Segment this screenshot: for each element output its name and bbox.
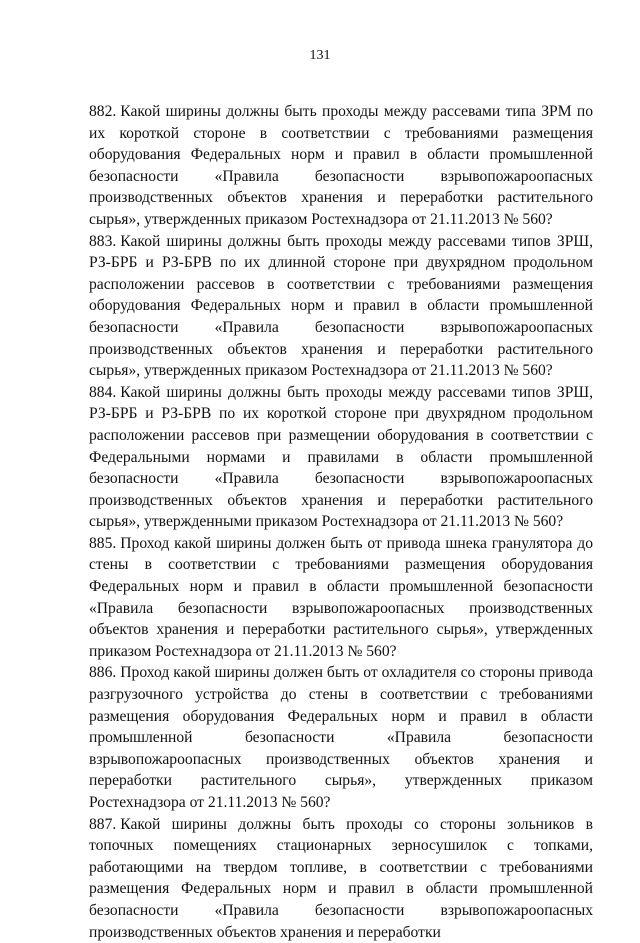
- question-887: [89, 814, 593, 943]
- question-number: 884.: [89, 383, 117, 401]
- question-886: [89, 662, 593, 813]
- question-number: 886.: [89, 664, 117, 682]
- question-text: Какой ширины должны быть проходы между рассевами типа ЗРМ по их короткой стороне в соответствии с требованиями размещения оборудования Федеральных норм и правил в области промышленной безопасности «Правила безопасности взрывопожароопасных производственных объектов хранения и переработки растительного сырья», утвержденных приказом Ростехнадзора от 21.11.2013 № 560?: [89, 103, 593, 228]
- question-text: Проход какой ширины должен быть от охладителя со стороны привода разгрузочного устройства до стены в соответствии с требованиями размещения оборудования Федеральных норм и правил в области промышленной безопасности «Правила безопасности взрывопожароопасных производственных объектов хранения и переработки растительного сырья», утвержденных приказом Ростехнадзора от 21.11.2013 № 560?: [89, 664, 593, 811]
- document-body: [89, 101, 593, 943]
- question-number: 887.: [89, 815, 117, 833]
- question-number: 883.: [89, 232, 117, 250]
- question-number: 882.: [89, 103, 117, 120]
- question-text: Какой ширины должны быть проходы со стороны зольников в топочных помещениях стационарных зерносушилок с топками, работающими на твердом топливе, в соответствии с требованиями размещения Федеральных норм и правил в области промышленной безопасности «Правила безопасности взрывопожароопасных производственных объектов хранения и переработки: [89, 815, 593, 941]
- page-number: 131: [309, 48, 331, 63]
- question-text: Какой ширины должны быть проходы между рассевами типов ЗРШ, РЗ-БРБ и РЗ-БРВ по их короткой стороне при двухрядном продольном расположении рассевов при размещении оборудования в соответствии с Федеральными нормами и правилами в области промышленной безопасности «Правила безопасности взрывопожароопасных производственных объектов хранения и переработки растительного сырья», утвержденными приказом Ростехнадзора от 21.11.2013 № 560?: [89, 383, 593, 531]
- question-text: Какой ширины должны быть проходы между рассевами типов ЗРШ, РЗ-БРБ и РЗ-БРВ по их длинной стороне при двухрядном продольном расположении рассевов в соответствии с требованиями размещения оборудования Федеральных норм и правил в области промышленной безопасности «Правила безопасности взрывопожароопасных производственных объектов хранения и переработки растительного сырья», утвержденных приказом Ростехнадзора от 21.11.2013 № 560?: [89, 232, 593, 380]
- question-text: Проход какой ширины должен быть от привода шнека гранулятора до стены в соответствии с требованиями размещения оборудования Федеральных норм и правил в области промышленной безопасности «Правила безопасности взрывопожароопасных производственных объектов хранения и переработки растительного сырья», утвержденных приказом Ростехнадзора от 21.11.2013 № 560?: [89, 534, 593, 660]
- question-883: [89, 231, 593, 382]
- question-882: [89, 101, 593, 231]
- question-884: [89, 382, 593, 533]
- question-number: 885.: [89, 534, 117, 552]
- question-885: [89, 533, 593, 663]
